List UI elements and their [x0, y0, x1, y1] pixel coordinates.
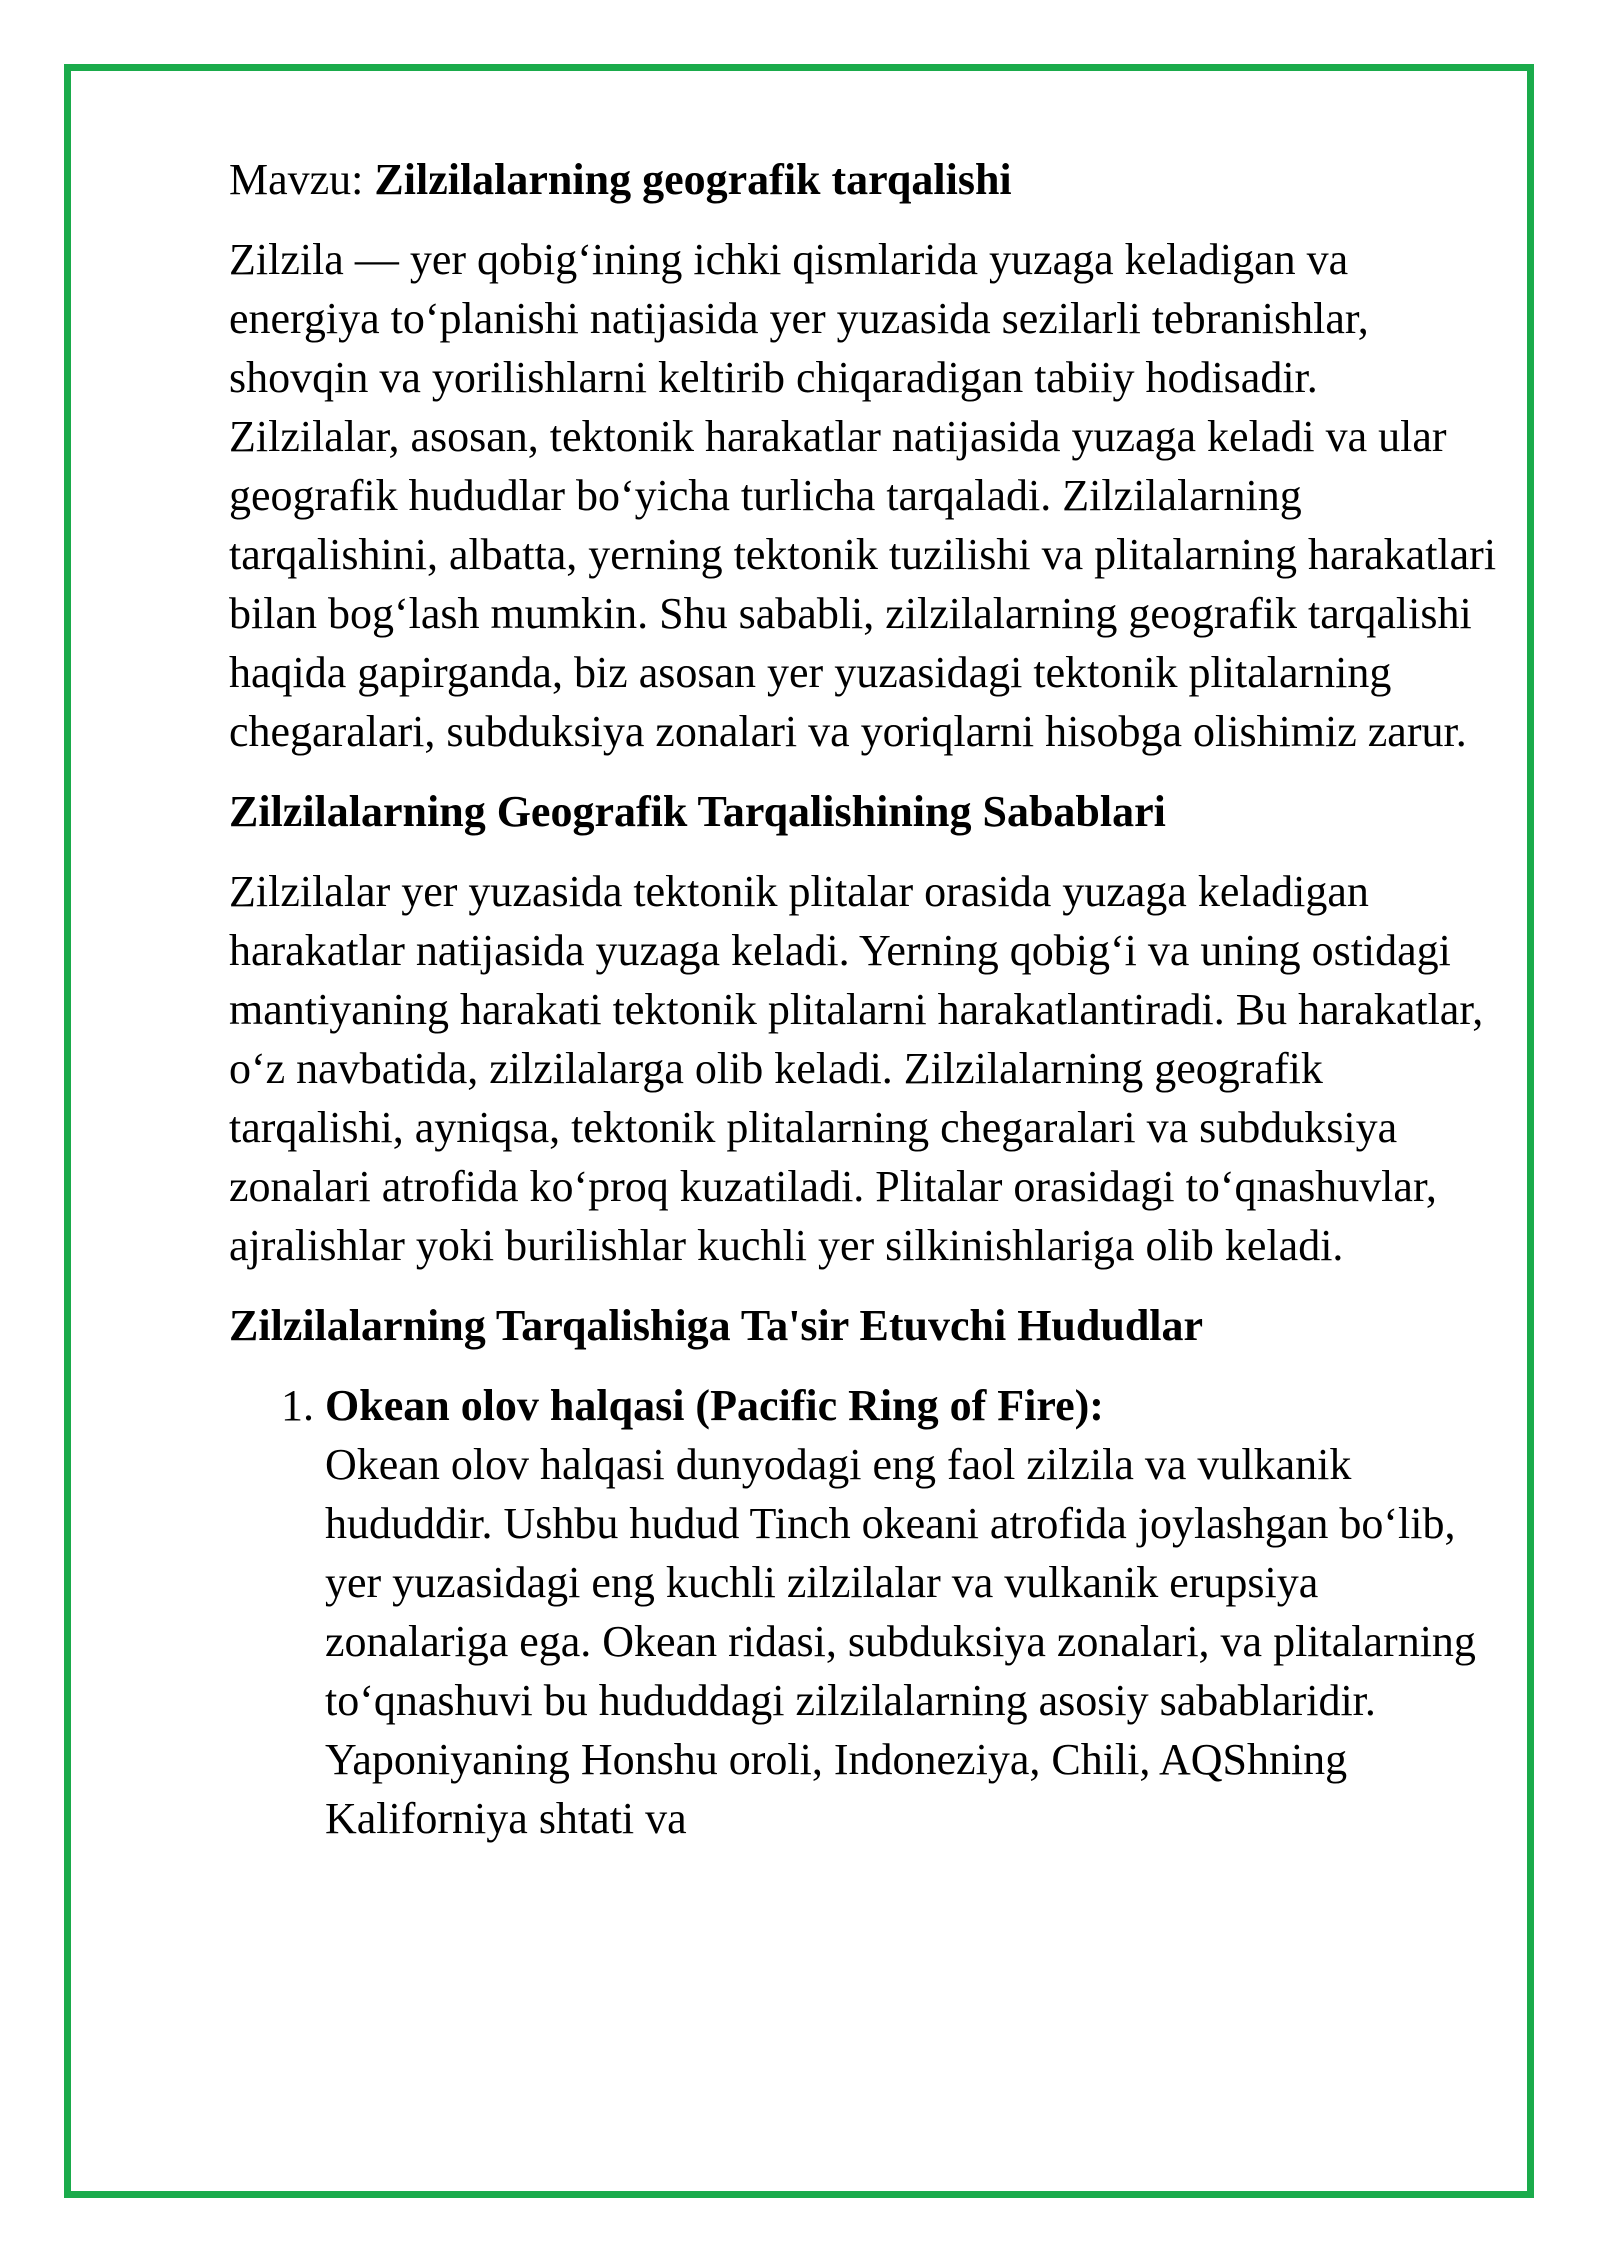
topic-line: [229, 150, 1499, 209]
topic-prefix: Mavzu:: [229, 155, 375, 204]
list-item-body: Okean olov halqasi dunyodagi eng faol zilzila va vulkanik hududdir. Ushbu hudud Tinch okeani atrofida joylashgan bo‘lib, yer yuzasidagi eng kuchli zilzilalar va vulkanik erupsiya zonalariga ega. Okean ridasi, subduksiya zonalari, va plitalarning to‘qnashuvi bu hududdagi zilzilalarning asosiy sabablaridir. Yaponiyaning Honshu oroli, Indoneziya, Chili, AQShning Kaliforniya shtati va: [325, 1440, 1476, 1843]
regions-list: [229, 1376, 1499, 1848]
section-heading-causes: Zilzilalarning Geografik Tarqalishining Sabablari: [229, 787, 1166, 836]
list-item-title: 1. Okean olov halqasi (Pacific Ring of Fire):: [325, 1381, 1104, 1430]
document-content: [229, 150, 1499, 1848]
list-item: [325, 1376, 1499, 1848]
section-heading-regions: Zilzilalarning Tarqalishiga Ta'sir Etuvchi Hududlar: [229, 1301, 1204, 1350]
causes-paragraph: Zilzilalar yer yuzasida tektonik plitalar orasida yuzaga keladigan harakatlar natijasida yuzaga keladi. Yerning qobig‘i va uning ostidagi mantiyaning harakati tektonik plitalarni harakatlantiradi. Bu harakatlar, o‘z navbatida, zilzilalarga olib keladi. Zilzilalarning geografik tarqalishi, ayniqsa, tektonik plitalarning chegaralari va subduksiya zonalari atrofida ko‘proq kuzatiladi. Plitalar orasidagi to‘qnashuvlar, ajralishlar yoki burilishlar kuchli yer silkinishlariga olib keladi.: [229, 867, 1484, 1270]
intro-paragraph: Zilzila — yer qobig‘ining ichki qismlarida yuzaga keladigan va energiya to‘planishi natijasida yer yuzasida sezilarli tebranishlar, shovqin va yorilishlarni keltirib chiqaradigan tabiiy hodisadir. Zilzilalar, asosan, tektonik harakatlar natijasida yuzaga keladi va ular geografik hududlar bo‘yicha turlicha tarqaladi. Zilzilalarning tarqalishini, albatta, yerning tektonik tuzilishi va plitalarning harakatlari bilan bog‘lash mumkin. Shu sababli, zilzilalarning geografik tarqalishi haqida gapirganda, biz asosan yer yuzasidagi tektonik plitalarning chegaralari, subduksiya zonalari va yoriqlarni hisobga olishimiz zarur.: [229, 235, 1497, 756]
topic-title: Zilzilalarning geografik tarqalishi: [374, 155, 1012, 204]
